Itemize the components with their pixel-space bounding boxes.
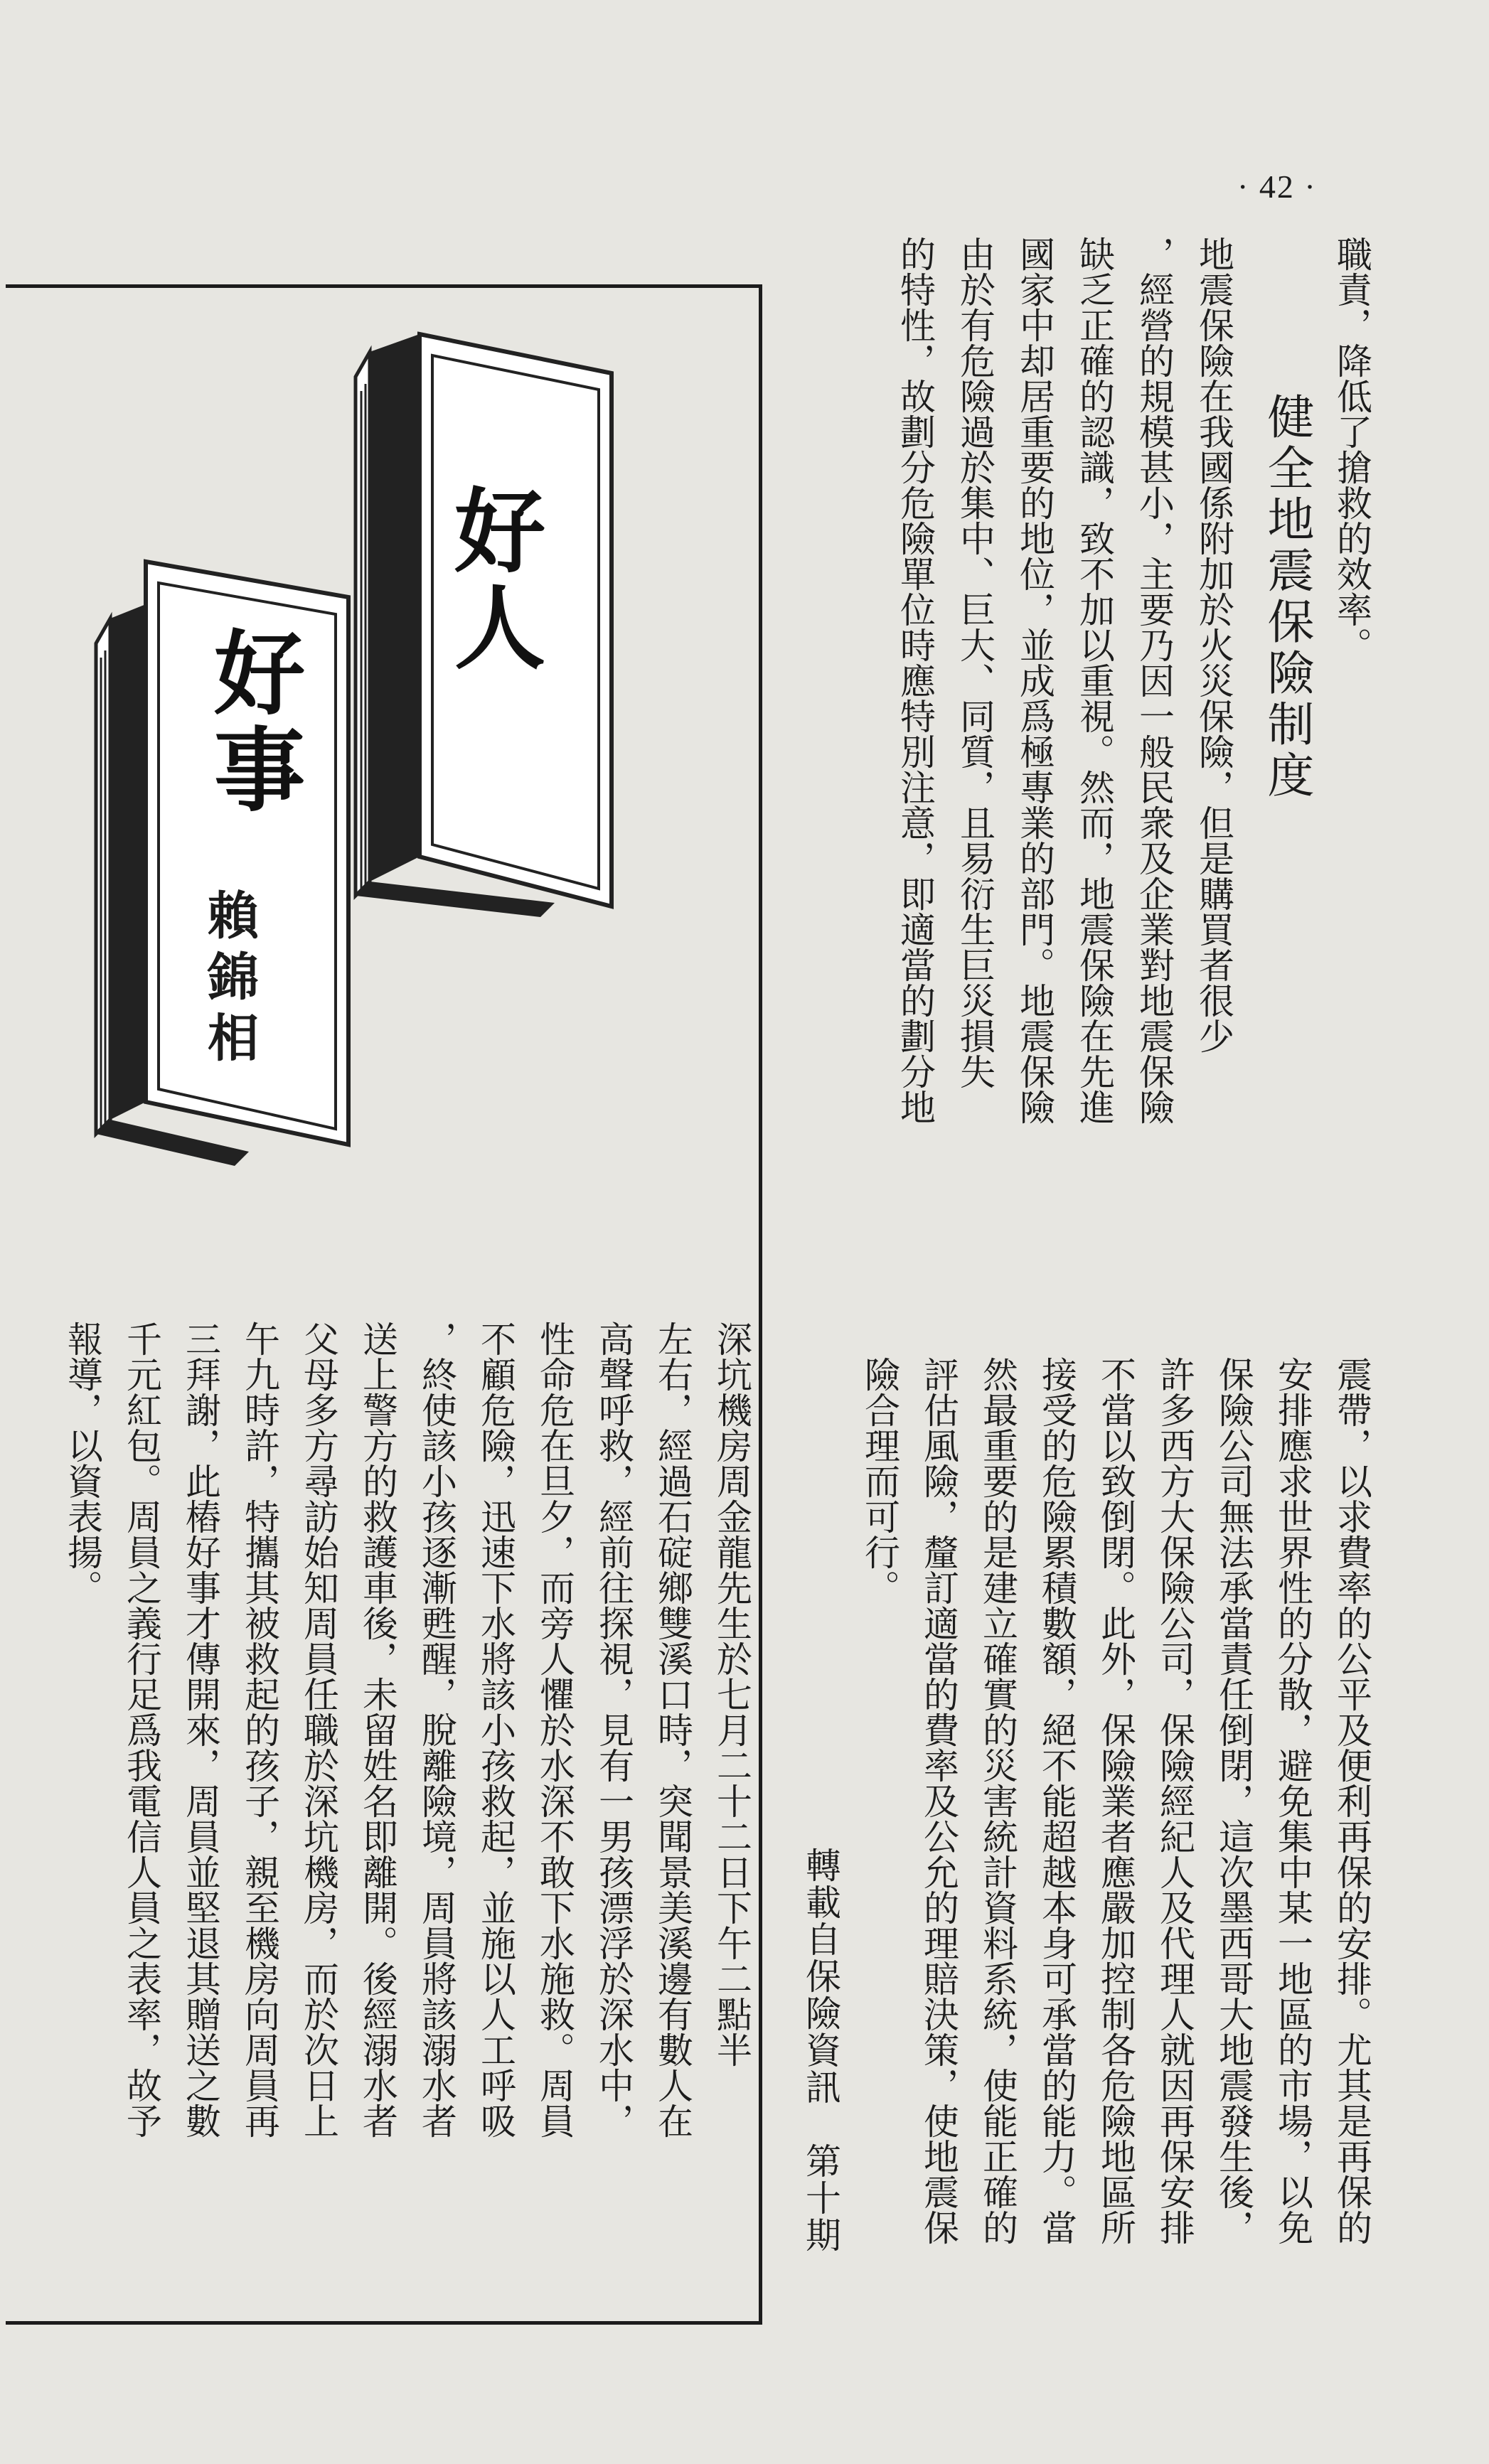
text-column: 三拜謝，此樁好事才傳開來，周員並堅退其贈送之數 (180, 1321, 221, 2138)
upper-article (873, 236, 1370, 1288)
text-column: 職責，降低了搶救的效率。 (1331, 236, 1372, 663)
story-title-good-person: 好人 (439, 483, 545, 677)
lower-article (779, 1356, 1370, 2366)
book-illustration (43, 327, 640, 1180)
story-title-good-deed: 好事 (198, 626, 305, 819)
text-column: 接受的危險累積數額，絕不能超越本身可承當的能力。當 (1036, 1356, 1077, 2245)
source-note: 轉載自保險資訊 第十期 (800, 1847, 841, 2254)
text-column: 性命危在旦夕，而旁人懼於水深不敢下水施救。周員 (534, 1321, 575, 2138)
text-column: 不當以致倒閉。此外，保險業者應嚴加控制各危險地區所 (1095, 1356, 1136, 2245)
text-column: 險合理而可行。 (859, 1356, 900, 1605)
text-column: 缺乏正確的認識，致不加以重視。然而，地震保險在先進 (1074, 236, 1115, 1125)
story-author: 賴錦相 (199, 889, 259, 1072)
text-column: 評估風險，釐訂適當的費率及公允的理賠決策，使地震保 (918, 1356, 959, 2245)
text-column: ，終使該小孩逐漸甦醒，脫離險境，周員將該溺水者 (416, 1321, 457, 2138)
text-column: 午九時許，特攜其被救起的孩子，親至機房向周員再 (239, 1321, 280, 2138)
text-column: ，經營的規模甚小，主要乃因一般民衆及企業對地震保險 (1133, 236, 1175, 1125)
text-column: 由於有危險過於集中、巨大、同質，且易衍生巨災損失 (954, 236, 996, 1089)
text-column: 送上警方的救護車後，未留姓名即離開。後經溺水者 (357, 1321, 398, 2138)
text-column: 保險公司無法承當責任倒閉，這次墨西哥大地震發生後， (1213, 1356, 1254, 2245)
section-heading: 健全地震保險制度 (1259, 392, 1314, 802)
text-column: 地震保險在我國係附加於火災保險，但是購買者很少 (1193, 236, 1234, 1054)
text-column: 安排應求世界性的分散，避免集中某一地區的市場，以免 (1272, 1356, 1313, 2245)
text-column: 許多西方大保險公司，保險經紀人及代理人就因再保安排 (1154, 1356, 1195, 2245)
text-column: 父母多方尋訪始知周員任職於深坑機房，而於次日上 (298, 1321, 339, 2138)
text-column: 震帶，以求費率的公平及便利再保的安排。尤其是再保的 (1331, 1356, 1372, 2245)
text-column: 高聲呼救，經前往探視，見有一男孩漂浮於深水中， (593, 1321, 634, 2138)
page-number: · 42 · (1237, 168, 1317, 205)
text-column: 深坑機房周金龍先生於七月二十二日下午二點半 (711, 1321, 752, 2067)
text-column: 的特性，故劃分危險單位時應特別注意，即適當的劃分地 (895, 236, 936, 1125)
text-column: 不顧危險，迅速下水將該小孩救起，並施以人工呼吸 (475, 1321, 516, 2138)
text-column: 然最重要的是建立確實的災害統計資料系統，使能正確的 (977, 1356, 1018, 2245)
text-column: 千元紅包。周員之義行足爲我電信人員之表率，故予 (121, 1321, 162, 2138)
text-column: 報導，以資表揚。 (62, 1321, 103, 1605)
text-column: 左右，經過石碇鄉雙溪口時，突聞景美溪邊有數人在 (652, 1321, 693, 2138)
story-text (41, 1321, 752, 2302)
text-column: 國家中却居重要的地位，並成爲極專業的部門。地震保險 (1014, 236, 1055, 1125)
